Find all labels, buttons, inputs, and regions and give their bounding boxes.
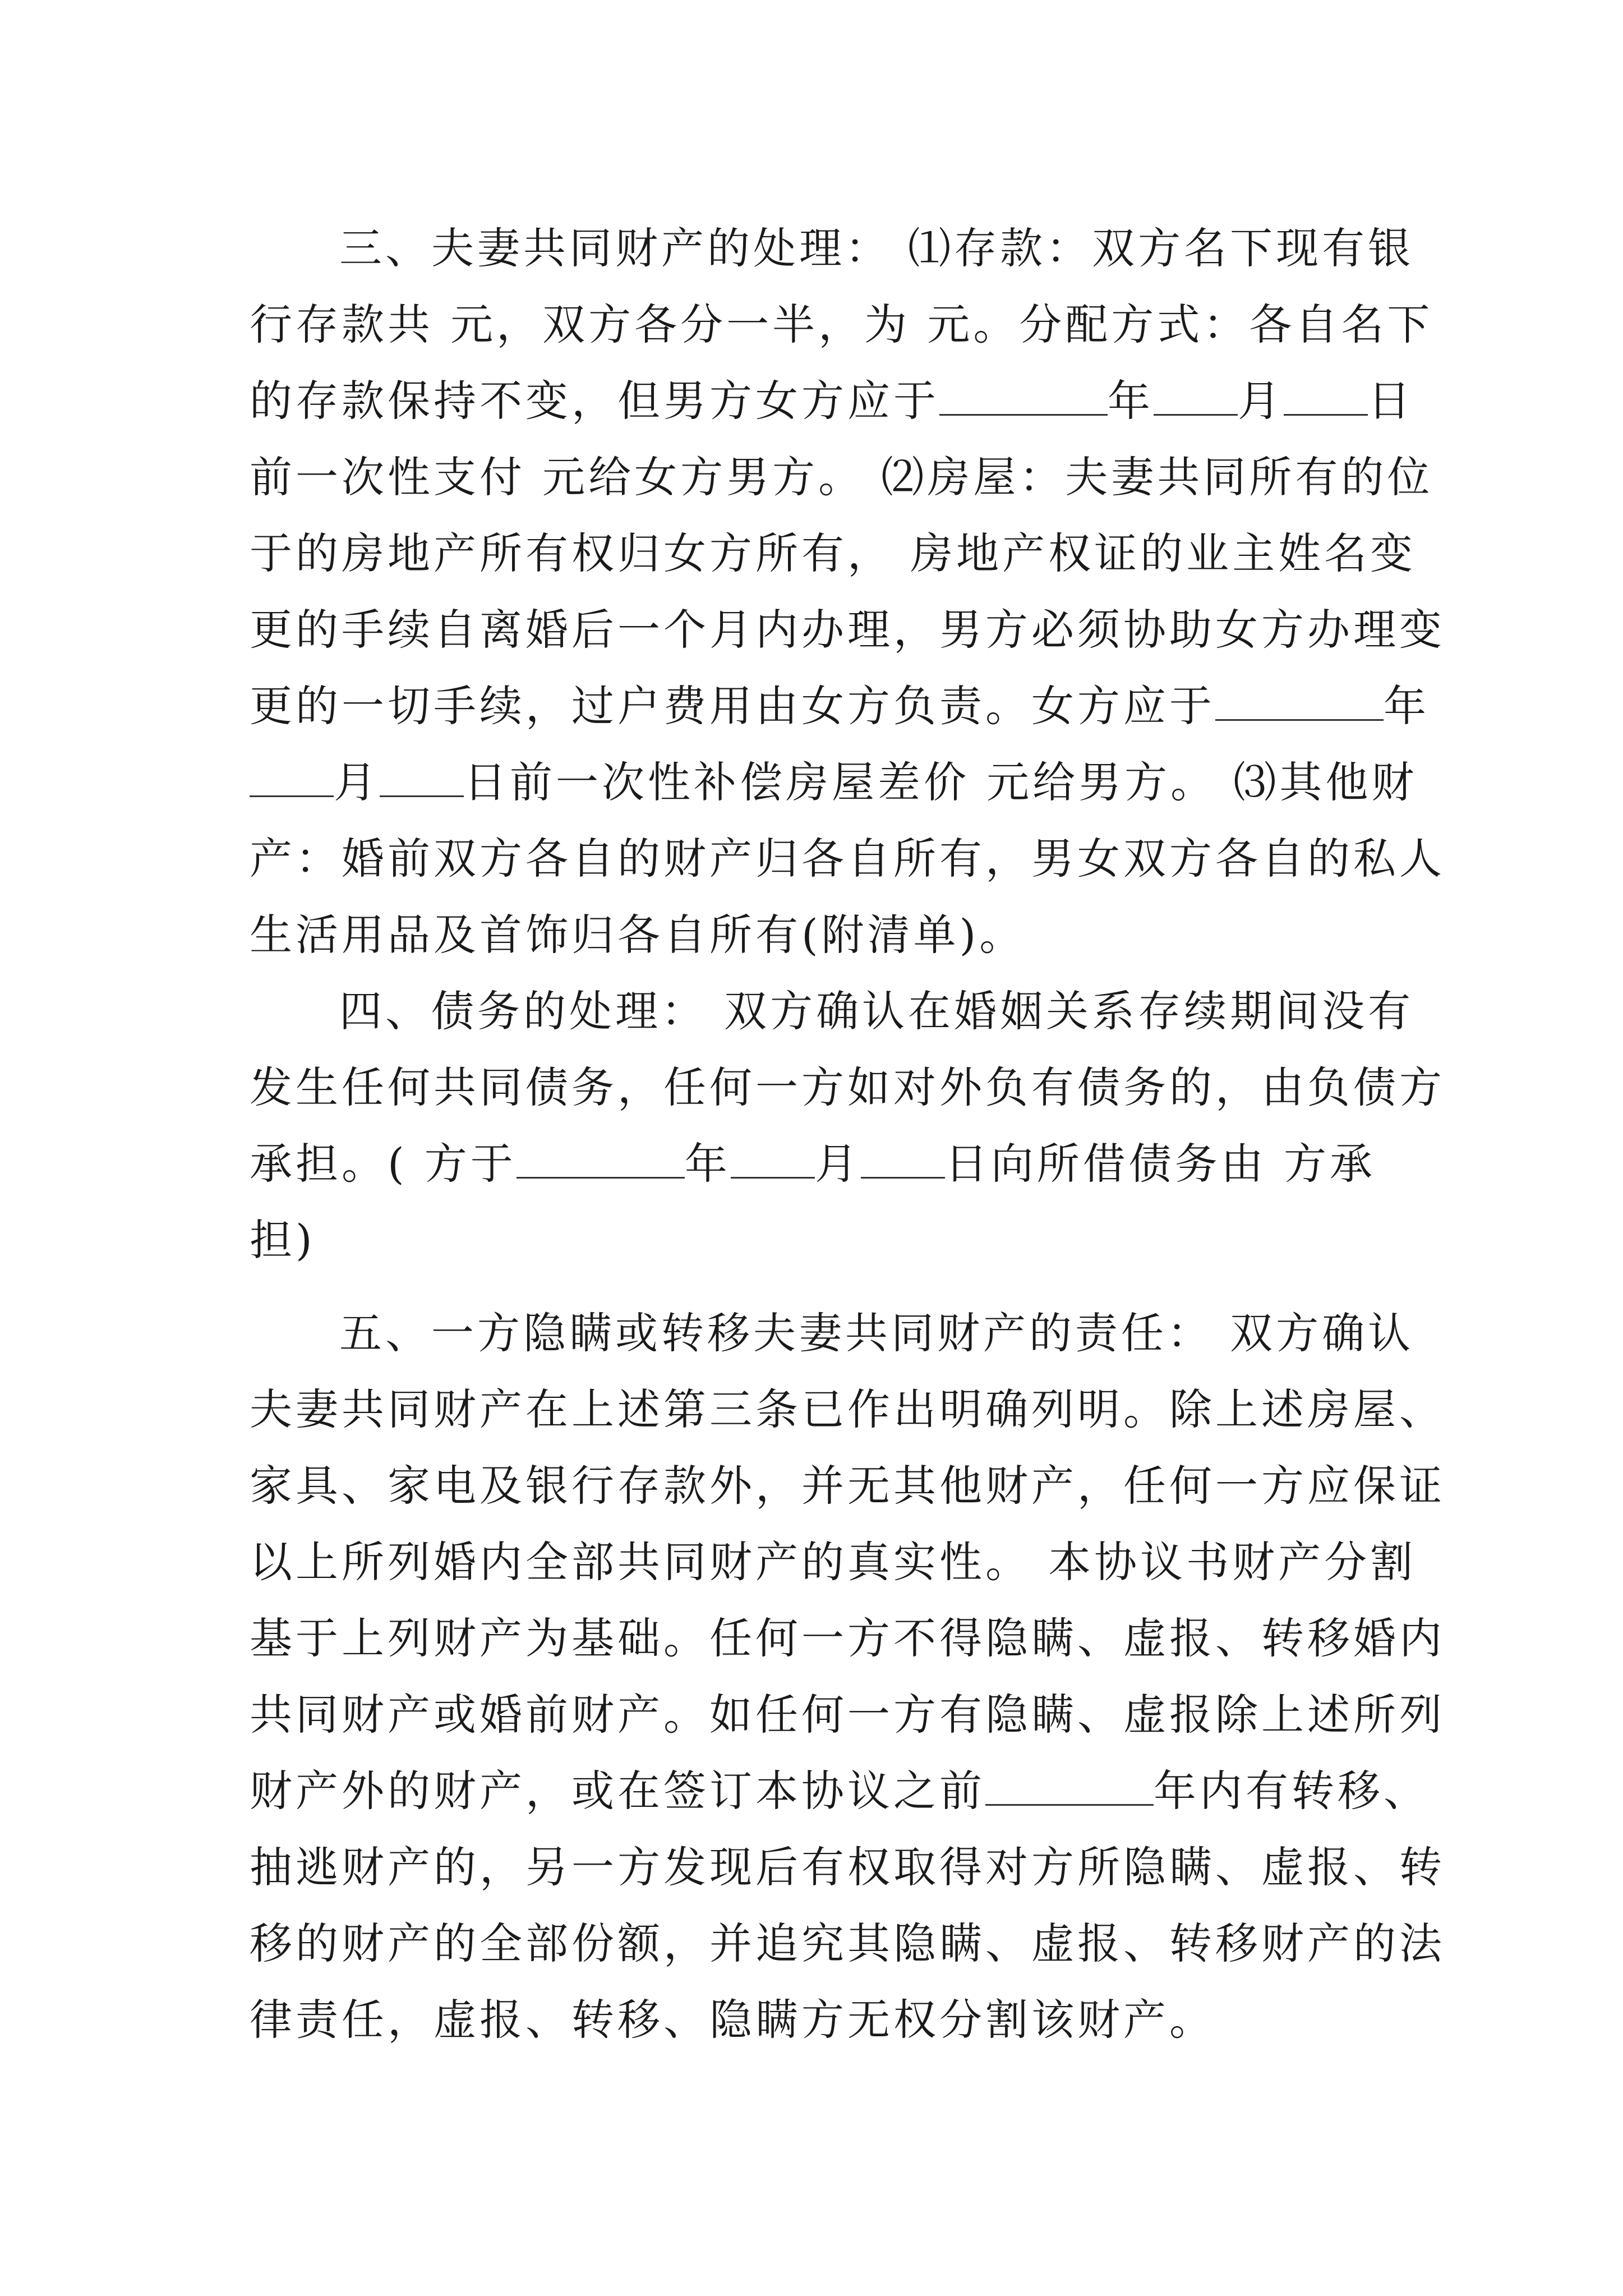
text-segment: 行存款共 元，双方各分一半，为 元。分配方式：各自名下 [250, 300, 1433, 349]
text-segment: 承担。( 方于 [250, 1139, 517, 1189]
text-segment: 年 [1384, 681, 1430, 731]
text-segment: 三、夫妻共同财产的处理： ⑴存款：双方名下现有银 [339, 223, 1414, 273]
text-line [250, 1753, 1430, 1829]
text-segment: 日 [1368, 376, 1414, 426]
text-line [250, 1295, 1414, 1372]
text-line [250, 1524, 1417, 1600]
text-segment: 日前一次性补偿房屋差价 元给男方。 ⑶其他财 [464, 757, 1418, 807]
fill-in-blank [1284, 380, 1368, 416]
fill-in-blank [861, 1143, 945, 1179]
text-line [250, 1050, 1445, 1126]
text-line [250, 1906, 1445, 1982]
text-line [250, 1982, 1399, 2058]
text-segment: 抽逃财产的，另一方发现后有权取得对方所隐瞒、虚报、转 [250, 1842, 1445, 1892]
document-body [250, 210, 1445, 2058]
fill-in-blank [1215, 685, 1384, 721]
text-segment: 以上所列婚内全部共同财产的真实性。 本协议书财产分割 [250, 1537, 1417, 1587]
text-line [250, 668, 1430, 744]
text-segment: 财产外的财产，或在签订本协议之前 [250, 1766, 985, 1816]
text-line [250, 1372, 1445, 1448]
text-segment: 年 [684, 1139, 731, 1189]
text-segment: 于的房地产所有权归女方所有， 房地产权证的业主姓名变 [250, 528, 1417, 578]
fill-in-blank [380, 762, 464, 797]
fill-in-blank [250, 762, 334, 797]
text-segment: 产：婚前双方各自的财产归各自所有，男女双方各自的私人 [250, 834, 1445, 884]
fill-in-blank [939, 380, 1108, 416]
text-segment: 律责任，虚报、转移、隐瞒方无权分割该财产。 [250, 1995, 1215, 2045]
text-line [250, 744, 1418, 821]
text-line [250, 592, 1445, 668]
fill-in-blank [985, 1770, 1154, 1806]
text-line [250, 363, 1414, 439]
text-segment: 月 [814, 1139, 861, 1189]
text-segment: 前一次性支付 元给女方男方。 ⑵房屋：夫妻共同所有的位 [250, 452, 1433, 502]
text-line [250, 287, 1433, 363]
text-segment: 月 [1238, 376, 1284, 426]
text-line [250, 516, 1417, 592]
text-line [250, 1677, 1445, 1753]
text-line [250, 1202, 1399, 1278]
text-line [250, 1126, 1399, 1202]
text-line [250, 1829, 1445, 1906]
text-segment: 日向所借债务由 方承 [944, 1139, 1376, 1189]
text-segment: 移的财产的全部份额，并追究其隐瞒、虚报、转移财产的法 [250, 1918, 1445, 1968]
text-line [250, 821, 1445, 897]
text-segment: 五、一方隐瞒或转移夫妻共同财产的责任： 双方确认 [339, 1308, 1414, 1358]
text-line [250, 973, 1414, 1050]
text-segment: 家具、家电及银行存款外，并无其他财产，任何一方应保证 [250, 1461, 1445, 1511]
text-segment: 更的手续自离婚后一个月内办理，男方必须协助女方办理变 [250, 605, 1445, 655]
text-segment: 基于上列财产为基础。任何一方不得隐瞒、虚报、转移婚内 [250, 1613, 1445, 1663]
text-line [250, 210, 1414, 287]
text-segment: 的存款保持不变，但男方女方应于 [250, 376, 939, 426]
fill-in-blank [517, 1143, 685, 1179]
text-line [250, 1600, 1445, 1677]
text-segment: 月 [334, 757, 380, 807]
text-line [250, 897, 1399, 973]
text-line [250, 1448, 1445, 1524]
text-line [250, 439, 1433, 516]
fill-in-blank [1154, 380, 1238, 416]
text-segment: 夫妻共同财产在上述第三条已作出明确列明。除上述房屋、 [250, 1384, 1445, 1434]
text-segment: 年内有转移、 [1154, 1766, 1430, 1816]
text-segment: 年 [1108, 376, 1154, 426]
text-segment: 四、债务的处理： 双方确认在婚姻关系存续期间没有 [339, 986, 1414, 1036]
text-segment: 担) [250, 1215, 316, 1265]
text-segment: 共同财产或婚前财产。如任何一方有隐瞒、虚报除上述所列 [250, 1690, 1445, 1740]
text-segment: 生活用品及首饰归各自所有(附清单)。 [250, 910, 1026, 960]
text-segment: 发生任何共同债务，任何一方如对外负有债务的，由负债方 [250, 1062, 1445, 1112]
text-segment: 更的一切手续，过户费用由女方负责。女方应于 [250, 681, 1215, 731]
fill-in-blank [731, 1143, 815, 1179]
